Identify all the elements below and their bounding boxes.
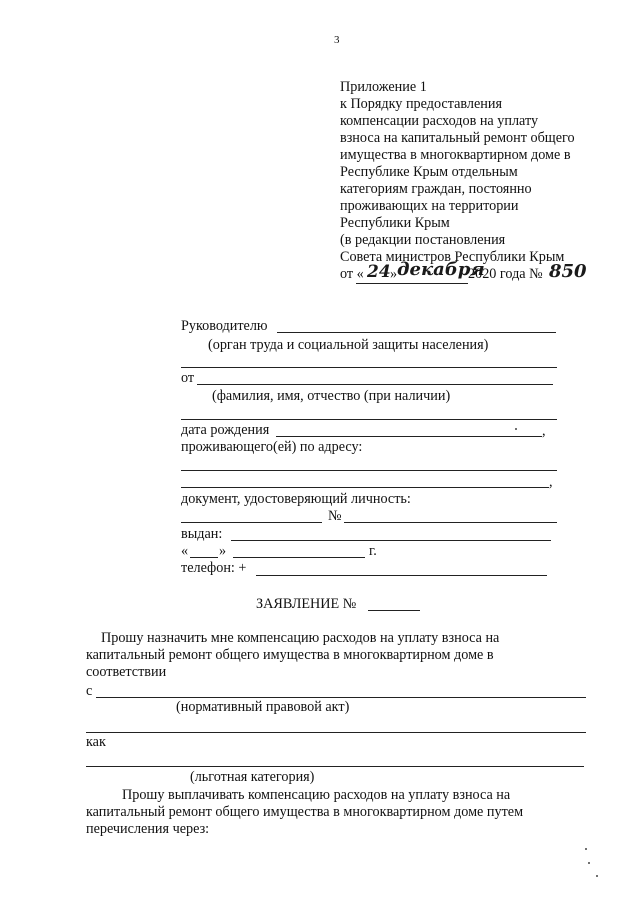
appendix-line: взноса на капитальный ремонт общего: [340, 130, 575, 146]
name-hint: (фамилия, имя, отчество (при наличии): [212, 388, 451, 404]
birth-label: дата рождения: [181, 422, 270, 438]
appendix-date-prefix: от «: [340, 266, 364, 282]
para2-line2: капитальный ремонт общего имущества в многоквартирном доме путем: [86, 804, 524, 820]
para2-line3: перечисления через:: [86, 821, 210, 837]
issued-day-line[interactable]: [190, 557, 218, 558]
para1-line3: соответствии: [86, 664, 167, 680]
appendix-line: к Порядку предоставления: [340, 96, 502, 112]
appendix-line: компенсации расходов на уплату: [340, 113, 539, 129]
address-field-line-2[interactable]: [181, 487, 549, 488]
phone-field-line[interactable]: [256, 575, 547, 576]
appendix-line: категориям граждан, постоянно: [340, 181, 532, 197]
para1-line2: капитальный ремонт общего имущества в многоквартирном доме в: [86, 647, 494, 663]
as-label: как: [86, 734, 106, 750]
document-number-line[interactable]: [344, 522, 557, 523]
appendix-line: (в редакции постановления: [340, 232, 506, 248]
document-label: документ, удостоверяющий личность:: [181, 491, 411, 507]
appendix-line: Совета министров Республики Крым: [340, 249, 565, 265]
appendix-line: Приложение 1: [340, 79, 427, 95]
handwritten-month: декабря: [397, 259, 485, 280]
para2-line1: Прошу выплачивать компенсацию расходов на уплату взноса на: [122, 787, 511, 803]
act-hint: (нормативный правовой акт): [176, 699, 350, 715]
appendix-line: Республике Крым отдельным: [340, 164, 518, 180]
act-field-line[interactable]: [96, 697, 586, 698]
speck: [515, 428, 517, 430]
from-label: от: [181, 370, 195, 386]
birth-field-line[interactable]: [276, 436, 542, 437]
page-number: 3: [334, 34, 340, 46]
address-field-line[interactable]: [181, 470, 557, 471]
speck: [585, 848, 587, 850]
name-field-line-2[interactable]: [181, 419, 557, 420]
issued-field-line[interactable]: [231, 540, 551, 541]
phone-label: телефон: +: [181, 560, 247, 576]
head-label: Руководителю: [181, 318, 268, 334]
head-hint: (орган труда и социальной защиты населения): [208, 337, 489, 353]
appendix-block: [340, 79, 575, 266]
speck: [596, 875, 598, 877]
speck: [588, 862, 590, 864]
appendix-line: проживающих на территории: [340, 198, 519, 214]
head-field-line[interactable]: [277, 332, 556, 333]
document-series-line[interactable]: [181, 522, 322, 523]
appendix-date-year: 2020 года №: [468, 266, 543, 282]
statement-title: ЗАЯВЛЕНИЕ №: [256, 596, 357, 612]
issued-month-line[interactable]: [233, 557, 365, 558]
with-label: с: [86, 683, 93, 699]
name-field-line[interactable]: [197, 384, 553, 385]
head-field-line-2[interactable]: [181, 367, 557, 368]
category-hint: (льготная категория): [190, 769, 315, 785]
appendix-line: Республики Крым: [340, 215, 450, 231]
issued-label: выдан:: [181, 526, 223, 542]
para1-line1: Прошу назначить мне компенсацию расходов на уплату взноса на: [101, 630, 500, 646]
appendix-line: имущества в многоквартирном доме в: [340, 147, 571, 163]
act-field-line-2[interactable]: [86, 732, 586, 733]
address-comma: ,: [549, 474, 553, 490]
category-field-line[interactable]: [86, 766, 584, 767]
address-label: проживающего(ей) по адресу:: [181, 439, 363, 455]
date-underline: [356, 283, 468, 284]
number-sign: №: [328, 508, 342, 524]
handwritten-day: 24: [367, 262, 391, 282]
issued-date-close: »: [219, 543, 227, 559]
birth-comma: ,: [542, 423, 546, 439]
handwritten-number: 850: [549, 261, 587, 282]
issued-date-open: «: [181, 543, 189, 559]
statement-number-line[interactable]: [368, 610, 420, 611]
appendix-date-close: »: [390, 266, 398, 282]
year-suffix: г.: [369, 543, 377, 559]
